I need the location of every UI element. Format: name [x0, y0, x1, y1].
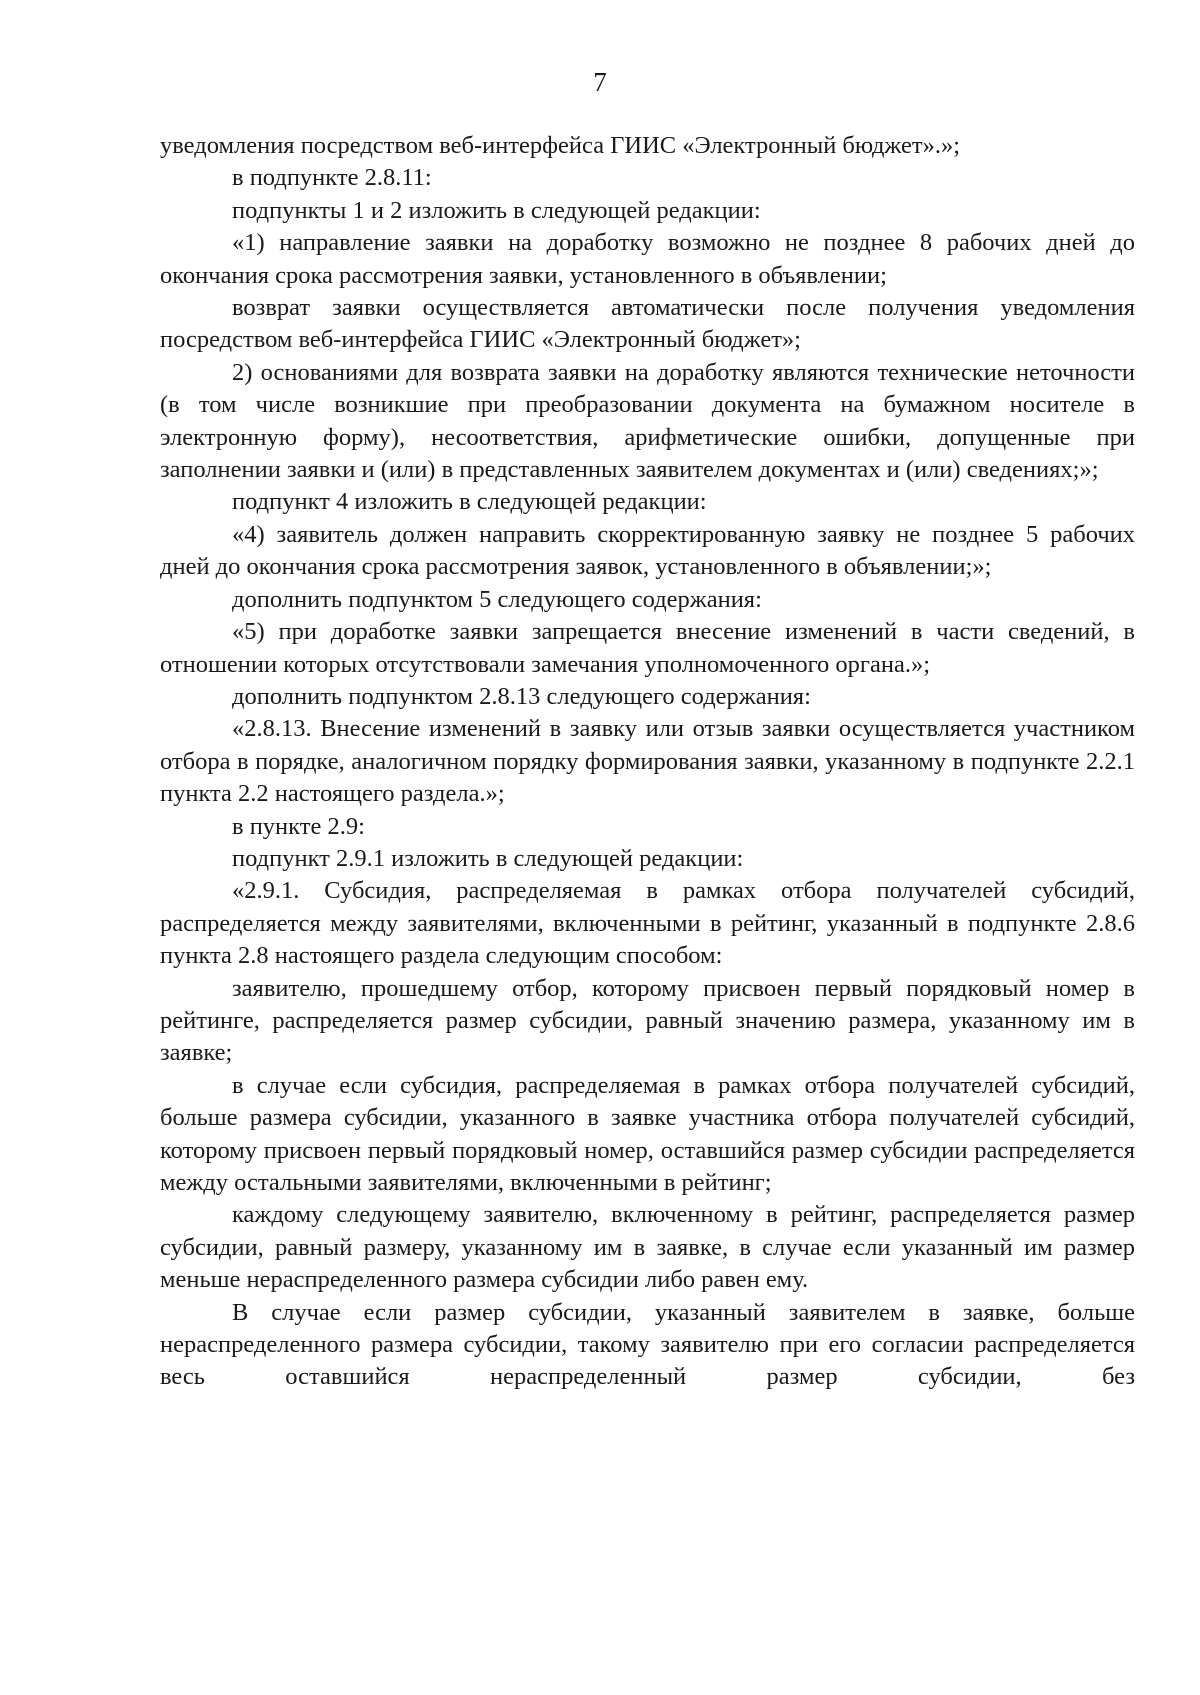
- paragraph: уведомления посредством веб-интерфейса ГИИС «Электронный бюджет».»;: [160, 132, 961, 159]
- paragraph: в случае если субсидия, распределяемая в рамках отбора получателей субсидий, больше размера субсидии, указанного в заявке участника отбора получателей субсидий, которому присвоен первый порядковый номер, оставшийся размер субсидии распределяется между остальными заявителями, включенными в рейтинг;: [160, 1071, 1135, 1196]
- paragraph: 2) основаниями для возврата заявки на доработку являются технические неточности (в том числе возникшие при преобразовании документа на бумажном носителе в электронную форму), несоответствия, арифметические ошибки, допущенные при заполнении заявки и (или) в представленных заявителем документах и (или) сведениях;»;: [160, 358, 1135, 484]
- paragraph: «1) направление заявки на доработку возможно не позднее 8 рабочих дней до окончания срока рассмотрения заявки, установленного в объявлении;: [160, 229, 1135, 289]
- paragraph: «2.9.1. Субсидия, распределяемая в рамках отбора получателей субсидий, распределяется между заявителями, включенными в рейтинг, указанный в подпункте 2.8.6 пункта 2.8 настоящего раздела следующим способом:: [160, 877, 1135, 970]
- paragraph: подпункты 1 и 2 изложить в следующей редакции:: [232, 196, 761, 224]
- paragraph: «4) заявитель должен направить скорректированную заявку не позднее 5 рабочих дней до окончания срока рассмотрения заявок, установленного в объявлении;»;: [160, 520, 1135, 581]
- page-number: 7: [593, 67, 607, 97]
- paragraph: подпункт 4 изложить в следующей редакции:: [232, 488, 707, 516]
- paragraph: в пункте 2.9:: [232, 812, 365, 840]
- paragraph: подпункт 2.9.1 изложить в следующей редакции:: [232, 844, 744, 872]
- paragraph: В случае если размер субсидии, указанный заявителем в заявке, больше нераспределенного размера субсидии, такому заявителю при его согласии распределяется весь оставшийся нераспределенный размер субсидии, без: [160, 1298, 1135, 1391]
- paragraph: «2.8.13. Внесение изменений в заявку или отзыв заявки осуществляется участником отбора в порядке, аналогичном порядку формирования заявки, указанному в подпункте 2.2.1 пункта 2.2 настоящего раздела.»;: [160, 715, 1135, 808]
- paragraph: «5) при доработке заявки запрещается внесение изменений в части сведений, в отношении которых отсутствовали замечания уполномоченного органа.»;: [160, 618, 1135, 678]
- document-body: [160, 130, 1135, 1394]
- paragraph: в подпункте 2.8.11:: [232, 164, 432, 192]
- paragraph: дополнить подпунктом 5 следующего содержания:: [232, 585, 762, 613]
- paragraph: заявителю, прошедшему отбор, которому присвоен первый порядковый номер в рейтинге, распределяется размер субсидии, равный значению размера, указанному им в заявке;: [160, 974, 1135, 1067]
- paragraph: каждому следующему заявителю, включенному в рейтинг, распределяется размер субсидии, равный размеру, указанному им в заявке, в случае если указанный им размер меньше нераспределенного размера субсидии либо равен ему.: [160, 1201, 1135, 1294]
- paragraph: возврат заявки осуществляется автоматически после получения уведомления посредством веб-интерфейса ГИИС «Электронный бюджет»;: [160, 294, 1135, 354]
- paragraph: дополнить подпунктом 2.8.13 следующего содержания:: [232, 682, 811, 710]
